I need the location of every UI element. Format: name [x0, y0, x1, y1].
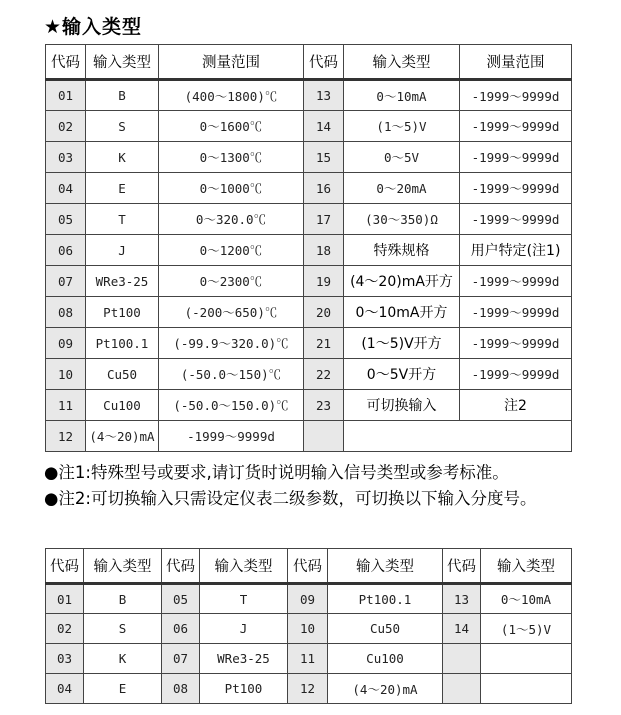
- range-cell: 0～1000℃: [159, 173, 304, 204]
- input-type-cell: J: [86, 235, 159, 266]
- code-cell: 07: [162, 644, 200, 674]
- header-range: 测量范围: [460, 45, 572, 80]
- input-type-cell: Pt100.1: [86, 328, 159, 359]
- empty-cell: [344, 421, 572, 452]
- range-cell: 注2: [460, 390, 572, 421]
- range-cell: -1999～9999d: [460, 266, 572, 297]
- header-code: 代码: [46, 45, 86, 80]
- input-type-cell: Cu50: [328, 614, 443, 644]
- header-input-type: 输入类型: [328, 549, 443, 584]
- input-type-cell: (1～5)V开方: [344, 328, 460, 359]
- code-cell: 19: [304, 266, 344, 297]
- range-cell: 0～1300℃: [159, 142, 304, 173]
- table-row: [46, 328, 572, 359]
- code-cell: 21: [304, 328, 344, 359]
- input-type-cell: B: [86, 80, 159, 111]
- input-type-cell: WRe3-25: [200, 644, 288, 674]
- input-type-cell: 可切换输入: [344, 390, 460, 421]
- table-row: [46, 359, 572, 390]
- code-cell: 07: [46, 266, 86, 297]
- input-type-cell: WRe3-25: [86, 266, 159, 297]
- code-cell: 06: [46, 235, 86, 266]
- input-type-cell: T: [86, 204, 159, 235]
- range-cell: 0～2300℃: [159, 266, 304, 297]
- switchable-input-table: [45, 548, 572, 704]
- code-cell: 09: [288, 584, 328, 614]
- note-2: ●注2:可切换输入只需设定仪表二级参数，可切换以下输入分度号。: [44, 489, 537, 508]
- table-header-row: [46, 549, 572, 584]
- range-cell: -1999～9999d: [460, 173, 572, 204]
- input-type-cell: 0～20mA: [344, 173, 460, 204]
- code-cell: 14: [443, 614, 481, 644]
- code-cell: 14: [304, 111, 344, 142]
- code-cell: 08: [162, 674, 200, 704]
- code-cell: 18: [304, 235, 344, 266]
- code-cell: 04: [46, 674, 84, 704]
- range-cell: -1999～9999d: [460, 328, 572, 359]
- table-row: [46, 80, 572, 111]
- table-row: [46, 584, 572, 614]
- input-type-cell: 0～5V: [344, 142, 460, 173]
- header-input-type: 输入类型: [344, 45, 460, 80]
- code-cell: 10: [288, 614, 328, 644]
- code-cell: 05: [162, 584, 200, 614]
- code-cell: 01: [46, 584, 84, 614]
- table-row: [46, 204, 572, 235]
- table-row: [46, 674, 572, 704]
- input-type-cell: (4～20)mA: [86, 421, 159, 452]
- input-type-cell: S: [84, 614, 162, 644]
- code-cell: 05: [46, 204, 86, 235]
- table-row: [46, 614, 572, 644]
- section-title: ★输入类型: [44, 16, 143, 38]
- empty-code-cell: [304, 421, 344, 452]
- code-cell: 09: [46, 328, 86, 359]
- input-type-cell: J: [200, 614, 288, 644]
- input-type-cell: (1～5)V: [481, 614, 572, 644]
- code-cell: 20: [304, 297, 344, 328]
- table-row: [46, 266, 572, 297]
- code-cell: 22: [304, 359, 344, 390]
- input-type-cell: 0～10mA开方: [344, 297, 460, 328]
- header-code: 代码: [304, 45, 344, 80]
- input-type-cell: S: [86, 111, 159, 142]
- code-cell: 08: [46, 297, 86, 328]
- notes: [44, 460, 584, 512]
- code-cell: 03: [46, 142, 86, 173]
- table-row: [46, 421, 572, 452]
- code-cell: 15: [304, 142, 344, 173]
- input-type-table: [45, 44, 572, 452]
- range-cell: -1999～9999d: [460, 111, 572, 142]
- empty-code-cell: [443, 674, 481, 704]
- input-type-cell: Cu100: [328, 644, 443, 674]
- table-row: [46, 111, 572, 142]
- code-cell: 11: [46, 390, 86, 421]
- range-cell: 0～1600℃: [159, 111, 304, 142]
- input-type-cell: 特殊规格: [344, 235, 460, 266]
- header-input-type: 输入类型: [86, 45, 159, 80]
- range-cell: -1999～9999d: [460, 80, 572, 111]
- code-cell: 16: [304, 173, 344, 204]
- input-type-cell: B: [84, 584, 162, 614]
- code-cell: 06: [162, 614, 200, 644]
- table-row: [46, 644, 572, 674]
- input-type-cell: 0～10mA: [344, 80, 460, 111]
- input-type-cell: Cu50: [86, 359, 159, 390]
- header-range: 测量范围: [159, 45, 304, 80]
- range-cell: (400～1800)℃: [159, 80, 304, 111]
- table-row: [46, 142, 572, 173]
- header-input-type: 输入类型: [84, 549, 162, 584]
- input-type-cell: Pt100.1: [328, 584, 443, 614]
- empty-cell: [481, 644, 572, 674]
- header-code: 代码: [288, 549, 328, 584]
- range-cell: 0～1200℃: [159, 235, 304, 266]
- input-type-cell: 0～5V开方: [344, 359, 460, 390]
- range-cell: -1999～9999d: [159, 421, 304, 452]
- code-cell: 12: [46, 421, 86, 452]
- code-cell: 10: [46, 359, 86, 390]
- input-type-cell: (1～5)V: [344, 111, 460, 142]
- code-cell: 11: [288, 644, 328, 674]
- table-row: [46, 390, 572, 421]
- code-cell: 23: [304, 390, 344, 421]
- table-row: [46, 235, 572, 266]
- input-type-cell: E: [84, 674, 162, 704]
- code-cell: 13: [304, 80, 344, 111]
- range-cell: -1999～9999d: [460, 359, 572, 390]
- header-code: 代码: [443, 549, 481, 584]
- input-type-cell: Cu100: [86, 390, 159, 421]
- empty-code-cell: [443, 644, 481, 674]
- header-code: 代码: [162, 549, 200, 584]
- table-header-row: [46, 45, 572, 80]
- range-cell: (-50.0～150)℃: [159, 359, 304, 390]
- range-cell: 0～320.0℃: [159, 204, 304, 235]
- input-type-cell: 0～10mA: [481, 584, 572, 614]
- code-cell: 01: [46, 80, 86, 111]
- code-cell: 02: [46, 614, 84, 644]
- input-type-cell: T: [200, 584, 288, 614]
- range-cell: (-99.9～320.0)℃: [159, 328, 304, 359]
- code-cell: 04: [46, 173, 86, 204]
- input-type-cell: K: [86, 142, 159, 173]
- input-type-cell: Pt100: [200, 674, 288, 704]
- empty-cell: [481, 674, 572, 704]
- range-cell: -1999～9999d: [460, 204, 572, 235]
- header-input-type: 输入类型: [200, 549, 288, 584]
- header-code: 代码: [46, 549, 84, 584]
- table-row: [46, 297, 572, 328]
- range-cell: -1999～9999d: [460, 142, 572, 173]
- code-cell: 12: [288, 674, 328, 704]
- input-type-cell: E: [86, 173, 159, 204]
- input-type-cell: (4～20)mA: [328, 674, 443, 704]
- input-type-cell: Pt100: [86, 297, 159, 328]
- note-1: ●注1:特殊型号或要求,请订货时说明输入信号类型或参考标准。: [44, 463, 509, 482]
- range-cell: (-50.0～150.0)℃: [159, 390, 304, 421]
- input-type-cell: (30～350)Ω: [344, 204, 460, 235]
- code-cell: 02: [46, 111, 86, 142]
- input-type-cell: (4～20)mA开方: [344, 266, 460, 297]
- code-cell: 03: [46, 644, 84, 674]
- header-input-type: 输入类型: [481, 549, 572, 584]
- range-cell: (-200～650)℃: [159, 297, 304, 328]
- range-cell: 用户特定(注1): [460, 235, 572, 266]
- code-cell: 13: [443, 584, 481, 614]
- table-row: [46, 173, 572, 204]
- input-type-cell: K: [84, 644, 162, 674]
- code-cell: 17: [304, 204, 344, 235]
- range-cell: -1999～9999d: [460, 297, 572, 328]
